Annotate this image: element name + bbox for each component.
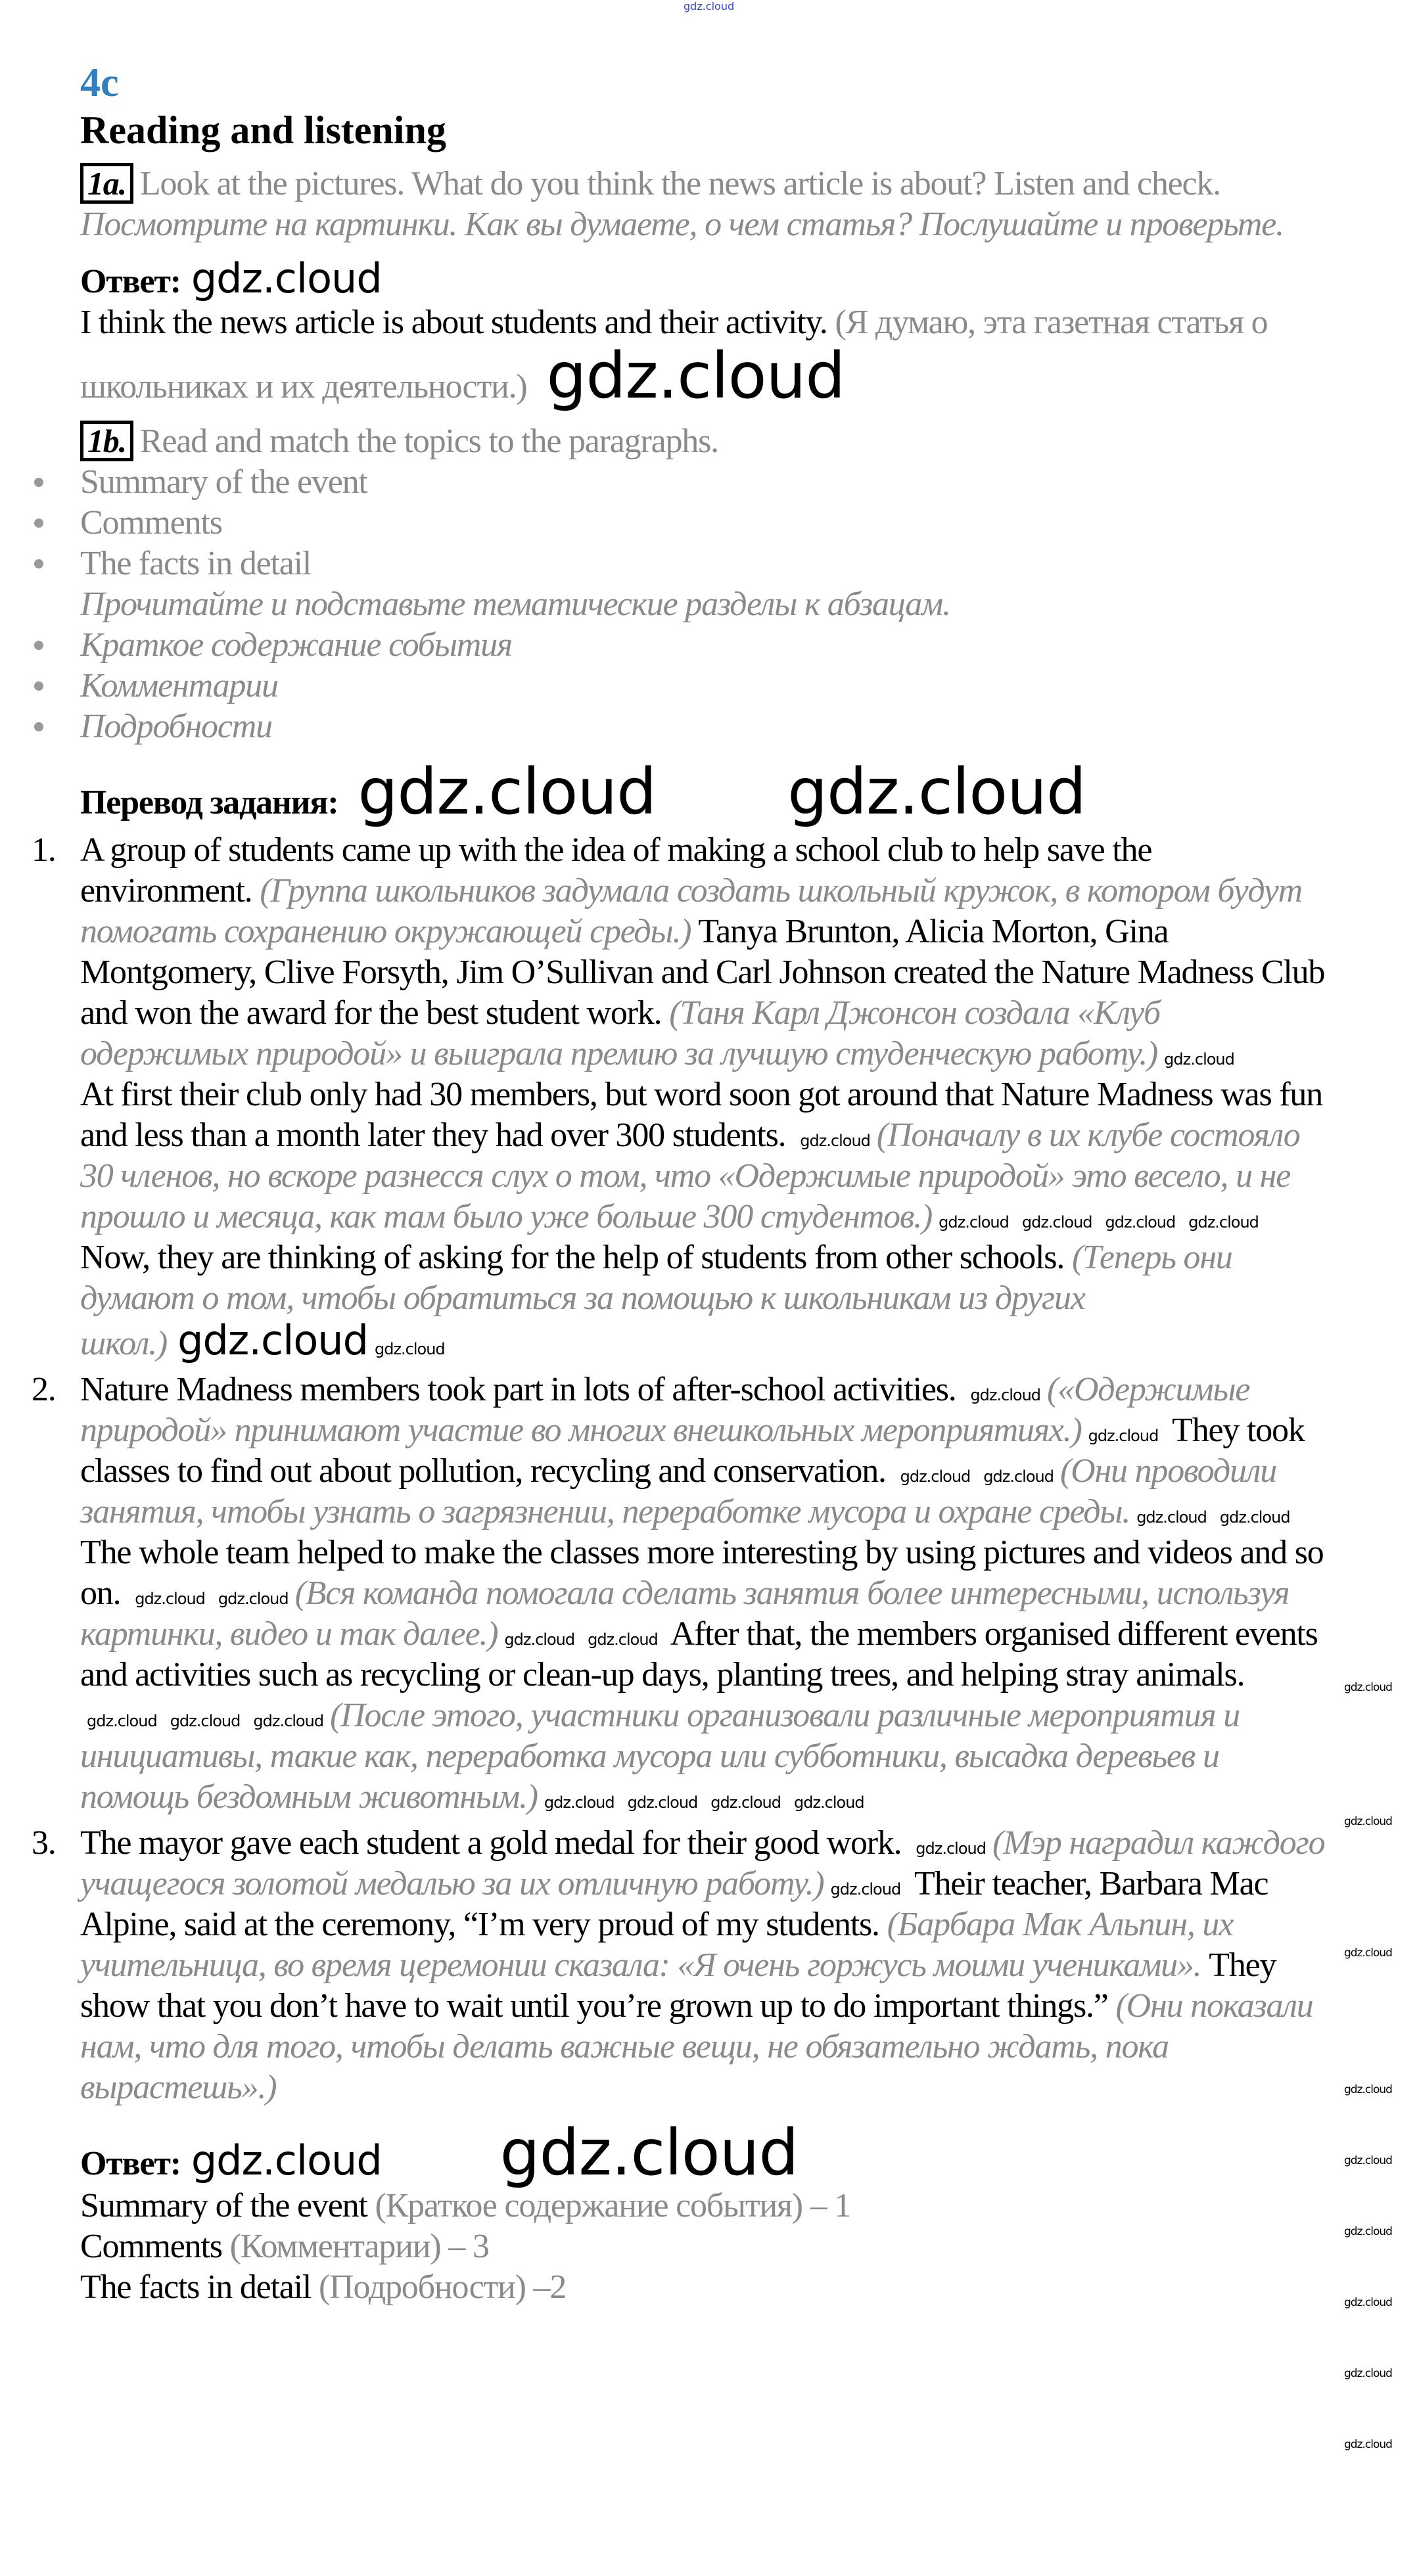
watermark: gdz.cloud [627, 1793, 698, 1812]
paragraph-number: 3. [32, 1824, 56, 1862]
top-link[interactable]: gdz.cloud [684, 0, 735, 12]
watermark: gdz.cloud [544, 1793, 615, 1812]
watermark: gdz.cloud [191, 2136, 382, 2184]
answer-label-1a: Ответ: [80, 263, 181, 300]
bullet-icon [34, 681, 43, 691]
watermark: gdz.cloud [87, 1712, 157, 1730]
answer-row [80, 2186, 1329, 2226]
paragraph-en: The mayor gave each student a gold medal for their good work. [80, 1824, 910, 1862]
paragraph-ru: (После этого, участники организовали различные мероприятия и инициативы, такие как, переработка мусора или субботники, высадка деревьев и помощь бездомным животным.) [80, 1697, 1240, 1816]
paragraph-en: The whole team helped to make the classes more interesting by using pictures and videos and so on. [80, 1534, 1324, 1612]
topic-item-ru: Комментарии [80, 667, 278, 704]
section-number: 4c [80, 60, 119, 105]
watermark: gdz.cloud [900, 1467, 971, 1486]
page-content [32, 59, 1329, 2308]
task-1b-instruction: Read and match the topics to the paragraphs. [139, 423, 718, 460]
paragraph-number: 1. [32, 831, 56, 869]
watermark: gdz.cloud [135, 1590, 205, 1608]
paragraph-ru: (Мэр наградил каждого учащегося золотой медалью за их отличную работу.) [80, 1824, 1325, 1902]
paragraph-2 [32, 1369, 1329, 1818]
answer-row [80, 2267, 1329, 2308]
topic-item-ru: Краткое содержание события [80, 626, 512, 664]
watermark: gdz.cloud [916, 1839, 986, 1858]
watermark: gdz.cloud [1344, 1681, 1392, 1694]
watermark: gdz.cloud [800, 1132, 870, 1150]
watermark: gdz.cloud [1344, 2367, 1392, 2380]
watermark: gdz.cloud [499, 2116, 799, 2190]
paragraph-ru: (Барбара Мак Альпин, их учительница, во время церемонии сказала: «Я очень горжусь моими учениками». [80, 1906, 1234, 1984]
task-1a-instruction: Look at the pictures. What do you think the news article is about? Listen and check. [139, 165, 1220, 202]
topic-item: Summary of the event [80, 463, 367, 501]
watermark: gdz.cloud [1021, 1213, 1092, 1231]
paragraph-ru: («Одержимые природой» принимают участие во многих внешкольных мероприятиях.) [80, 1371, 1250, 1449]
task-1b-label: 1b. [80, 421, 133, 461]
watermark: gdz.cloud [1344, 2438, 1392, 2451]
watermark: gdz.cloud [1344, 1815, 1392, 1828]
paragraph-en: They took classes to find out about pollution, recycling and conservation. [80, 1412, 1305, 1490]
watermark: gdz.cloud [1344, 2083, 1392, 2096]
answer-topic-ru: (Подробности) –2 [318, 2268, 567, 2306]
paragraph-en: Tanya Brunton, Alicia Morton, Gina Montgomery, Clive Forsyth, Jim O’Sullivan and Carl Johnson created the Nature Madness Club and won the award for the best student work. [80, 913, 1325, 1032]
watermark: gdz.cloud [939, 1213, 1009, 1231]
paragraph-ru: (Группа школьников задумала создать школьный кружок, в котором будут помогать сохранению окружающей среды.) [80, 872, 1303, 950]
paragraph-ru: (Поначалу в их клубе состояло 30 членов, но вскоре разнесся слух о том, что «Одержимые природой» это весело, и не прошло и месяца, как там было уже больше 300 студентов.) [80, 1116, 1300, 1235]
watermark: gdz.cloud [588, 1630, 658, 1649]
answer-topic: The facts in detail [80, 2268, 312, 2306]
answer-row [80, 2226, 1329, 2267]
answer-topic: Comments [80, 2228, 222, 2265]
watermark: gdz.cloud [830, 1880, 901, 1898]
watermark: gdz.cloud [1344, 1946, 1392, 1960]
paragraph-en: They show that you don’t have to wait until you’re grown up to do important things.” [80, 1946, 1276, 2025]
watermark: gdz.cloud [504, 1630, 575, 1649]
task-1a-instruction-ru: Посмотрите на картинки. Как вы думаете, о чем статья? Послушайте и проверьте. [80, 206, 1284, 243]
paragraph-en: Nature Madness members took part in lots of after-school activities. [80, 1371, 964, 1408]
paragraph-en: Now, they are thinking of asking for the help of students from other schools. [80, 1239, 1072, 1276]
watermark: gdz.cloud [374, 1340, 445, 1358]
watermark: gdz.cloud [1088, 1427, 1159, 1445]
watermark: gdz.cloud [983, 1467, 1054, 1486]
watermark: gdz.cloud [1344, 2296, 1392, 2309]
paragraph-ru: (Таня Карл Джонсон создала «Клуб одержимых природой» и выиграла премию за лучшую студенческую работу.) [80, 994, 1160, 1072]
watermark: gdz.cloud [1344, 2225, 1392, 2238]
paragraph-1 [32, 830, 1329, 1364]
watermark: gdz.cloud [218, 1590, 289, 1608]
watermark: gdz.cloud [1188, 1213, 1259, 1231]
answer-1a-ru: (Я думаю, эта газетная статья о школьниках и их деятельности.) [80, 304, 1268, 405]
bullet-icon [34, 478, 43, 487]
answer-1a-en: I think the news article is about students and their activity. [80, 304, 827, 341]
page-title: Reading and listening [80, 108, 446, 152]
topic-item: Comments [80, 504, 222, 541]
paragraph-en: Their teacher, Barbara Mac Alpine, said at the ceremony, “I’m very proud of my students. [80, 1865, 1268, 1943]
watermark: gdz.cloud [191, 254, 382, 302]
watermark: gdz.cloud [1219, 1508, 1290, 1527]
task-1a-label: 1a. [80, 163, 133, 204]
paragraph-ru: (Теперь они думают о том, чтобы обратиться за помощью к школьникам из других школ.) [80, 1239, 1232, 1362]
paragraph-ru: (Они проводили занятия, чтобы узнать о загрязнении, переработке мусора и охране среды. [80, 1452, 1277, 1530]
bullet-icon [34, 722, 43, 731]
watermark: gdz.cloud [1105, 1213, 1176, 1231]
answer-topic: Summary of the event [80, 2187, 367, 2224]
watermark: gdz.cloud [710, 1793, 781, 1812]
watermark: gdz.cloud [253, 1712, 324, 1730]
task-1a [80, 163, 1329, 245]
watermark: gdz.cloud [170, 1712, 241, 1730]
bullet-icon [34, 641, 43, 650]
paragraph-en: At first their club only had 30 members, but word soon got around that Nature Madness was fun and less than a month later they had over 300 students. [80, 1076, 1323, 1154]
topic-item-ru: Подробности [80, 708, 272, 745]
bullet-icon [34, 559, 43, 568]
answer-1a [80, 302, 1329, 413]
watermark: gdz.cloud [1164, 1050, 1234, 1069]
paragraph-en: After that, the members organised different events and activities such as recycling or clean-up days, planting trees, and helping stray animals. [80, 1615, 1318, 1693]
watermark: gdz.cloud [546, 339, 845, 413]
watermark: gdz.cloud [358, 755, 657, 829]
topic-item: The facts in detail [80, 545, 312, 582]
paragraph-ru: (Они показали нам, что для того, чтобы делать важные вещи, не обязательно ждать, пока вырастешь».) [80, 1987, 1313, 2106]
watermark: gdz.cloud [1344, 2154, 1392, 2167]
paragraph-3 [32, 1823, 1329, 2108]
answer-topic-ru: (Краткое содержание события) – 1 [375, 2187, 851, 2224]
watermark: gdz.cloud [177, 1316, 368, 1364]
watermark: gdz.cloud [793, 1793, 864, 1812]
answer-topic-ru: (Комментарии) – 3 [229, 2228, 489, 2265]
answer-label-1b: Ответ: [80, 2145, 181, 2182]
watermark: gdz.cloud [1136, 1508, 1207, 1527]
task-1b-instruction-ru: Прочитайте и подставьте тематические разделы к абзацам. [80, 586, 950, 623]
paragraph-ru: (Вся команда помогала сделать занятия более интересными, используя картинки, видео и так далее.) [80, 1575, 1289, 1653]
paragraph-number: 2. [32, 1371, 56, 1408]
watermark: gdz.cloud [787, 755, 1086, 829]
bullet-icon [34, 518, 43, 528]
paragraph-en: A group of students came up with the idea of making a school club to help save the environment. [80, 831, 1152, 909]
watermark: gdz.cloud [970, 1386, 1041, 1404]
translation-label: Перевод задания: [80, 784, 338, 821]
task-1b-instruction-row [80, 421, 1329, 462]
